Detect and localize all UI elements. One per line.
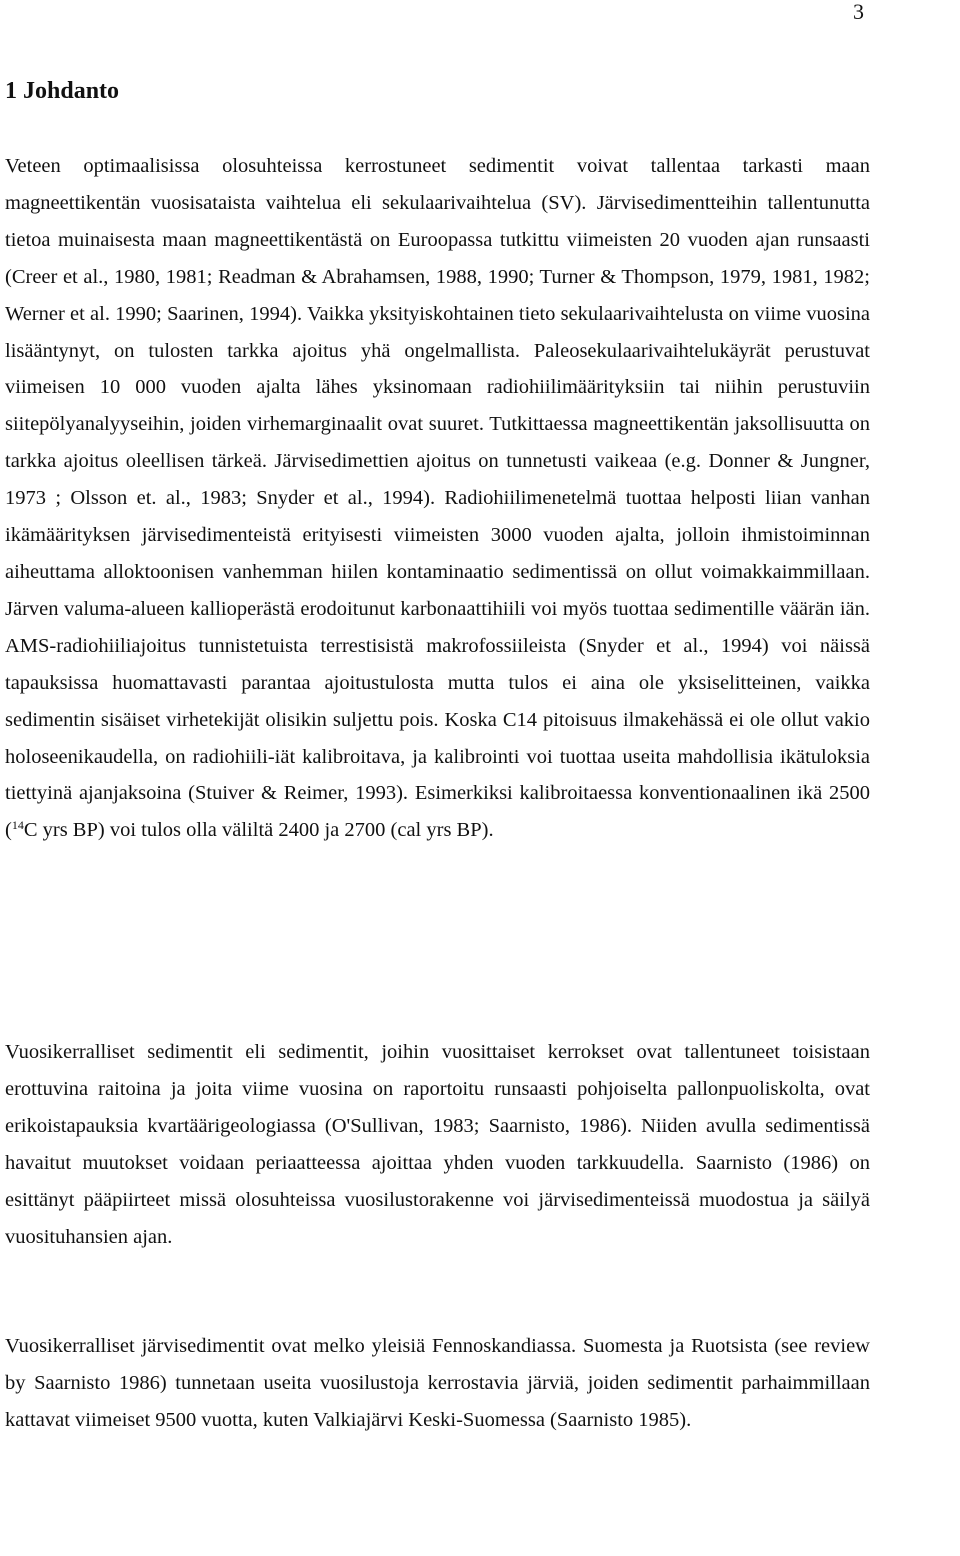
paragraph-1-text-before-superscript: Veteen optimaalisissa olosuhteissa kerrostuneet sedimentit voivat tallentaa tarkasti maan magneettikentän vuosisataista vaihtelua eli sekulaarivaihtelua (SV). Järvisedimentteihin tallentunutta tietoa muinaisesta maan magneettikentästä on Euroopassa tutkittu viimeisten 20 vuoden ajan runsaasti (Creer et al., 1980, 1981; Readman & Abrahamsen, 1988, 1990; Turner & Thompson, 1979, 1981, 1982; Werner et al. 1990; Saarinen, 1994). Vaikka yksityiskohtainen tieto sekulaarivaihtelusta on viime vuosina lisääntynyt, on tulosten tarkka ajoitus yhä ongelmallista. Paleosekulaarivaihtelukäyrät perustuvat viimeisen 10 000 vuoden ajalta lähes yksinomaan radiohiilimäärityksiin tai niihin perustuviin siitepölyanalyyseihin, joiden virhemarginaalit ovat suuret. Tutkittaessa magneettikentän jaksollisuutta on tarkka ajoitus oleellisen tärkeä. Järvisedimettien ajoitus on tunnetusti vaikeaa (e.g. Donner & Jungner, 1973 ; Olsson et. al., 1983; Snyder et al., 1994). Radiohiilimenetelmä tuottaa helposti liian vanhan ikämäärityksen järvisedimenteistä erityisesti viimeisten 3000 vuoden ajalta, jolloin ihmistoiminnan aiheuttama alloktoonisen vanhemman hiilen kontaminaatio sedimentissä on ollut voimakkaimmillaan. Järven valuma-alueen kallioperästä erodoitunut karbonaattihiili voi myös tuottaa sedimentille väärän iän. AMS-radiohiiliajoitus tunnistetuista terrestisistä makrofossiileista (Snyder et al., 1994) voi näissä tapauksissa huomattavasti parantaa ajoitustulosta mutta tulos ei aina ole yksiselitteinen, vaikka sedimentin sisäiset virhetekijät olisikin suljettu pois. Koska C14 pitoisuus ilmakehässä ei ole ollut vakio holoseenikaudella, on radiohiili-iät kalibroitava, ja kalibrointi voi tuottaa useita mahdollisia ikätuloksia tiettyinä ajanjaksoina (Stuiver & Reimer, 1993). Esimerkiksi kalibroitaessa konventionaalinen ikä 2500 ( bbox=[5, 155, 870, 842]
paragraph-1 bbox=[5, 148, 870, 849]
section-heading: 1 Johdanto bbox=[5, 78, 120, 104]
paragraph-2: Vuosikerralliset sedimentit eli sedimentit, joihin vuosittaiset kerrokset ovat tallentuneet toisistaan erottuvina raitoina ja joita viime vuosina on raportoitu runsaasti pohjoiselta pallonpuoliskolta, ovat erikoistapauksia kvartäärigeologiassa (O'Sullivan, 1983; Saarnisto, 1986). Niiden avulla sedimentissä havaitut muutokset voidaan periaatteessa ajoittaa yhden vuoden tarkkuudella. Saarnisto (1986) on esittänyt pääpiirteet missä olosuhteissa vuosilustorakenne voi järvisedimenteissä muodostua ja säilyä vuosituhansien ajan. bbox=[5, 1041, 870, 1248]
page-number: 3 bbox=[853, 0, 864, 24]
paragraph-1-superscript: 14 bbox=[11, 818, 24, 833]
paragraph-1-text-after-superscript: C yrs BP) voi tulos olla väliltä 2400 ja 2700 (cal yrs BP). bbox=[23, 819, 494, 842]
paragraph-3: Vuosikerralliset järvisedimentit ovat melko yleisiä Fennoskandiassa. Suomesta ja Ruotsista (see review by Saarnisto 1986) tunnetaan useita vuosilustoja kerrostavia järviä, joiden sedimentit parhaimmillaan kattavat viimeiset 9500 vuotta, kuten Valkiajärvi Keski-Suomessa (Saarnisto 1985). bbox=[5, 1335, 870, 1431]
